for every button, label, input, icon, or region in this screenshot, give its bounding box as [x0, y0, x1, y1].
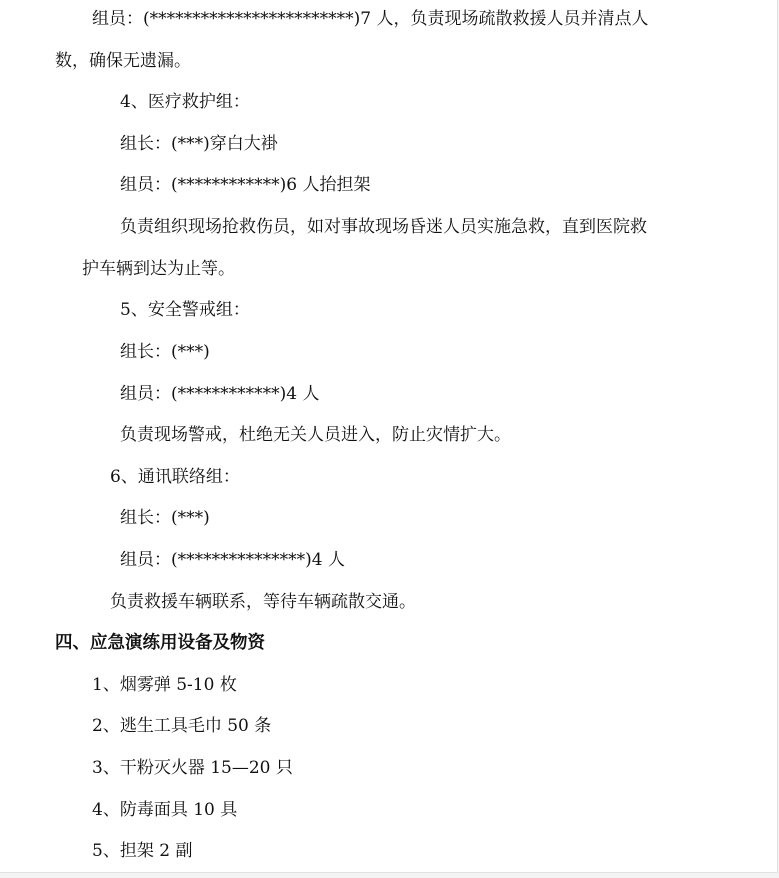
medical-group-duty: 负责组织现场抢救伤员，如对事故现场昏迷人员实施急救，直到医院救 [120, 217, 647, 237]
security-group-duty: 负责现场警戒，杜绝无关人员进入，防止灾情扩大。 [120, 425, 511, 445]
equipment-item-5: 5、担架 2 副 [92, 841, 193, 861]
security-group-members: 组员：(************)4 人 [120, 384, 320, 404]
equipment-item-1: 1、烟雾弹 5-10 枚 [92, 675, 237, 695]
rescue-group-members-line-continued: 数，确保无遗漏。 [55, 51, 191, 71]
medical-group-heading: 4、医疗救护组： [120, 92, 250, 112]
communication-group-heading: 6、通讯联络组： [110, 467, 240, 487]
communication-group-members: 组员：(***************)4 人 [120, 550, 345, 570]
equipment-item-2: 2、逃生工具毛巾 50 条 [92, 716, 272, 736]
equipment-item-3: 3、干粉灭火器 15—20 只 [92, 758, 293, 778]
medical-group-duty-continued: 护车辆到达为止等。 [82, 259, 235, 279]
equipment-item-4: 4、防毒面具 10 具 [92, 800, 238, 820]
section-four-heading: 四、应急演练用设备及物资 [55, 633, 265, 653]
communication-group-duty: 负责救援车辆联系，等待车辆疏散交通。 [110, 592, 416, 612]
security-group-leader: 组长：(***) [120, 342, 210, 362]
rescue-group-members-line: 组员：(************************)7 人，负责现场疏散救援人员并清点人 [92, 9, 649, 29]
medical-group-members: 组员：(************)6 人抬担架 [120, 175, 371, 195]
medical-group-leader: 组长：(***)穿白大褂 [120, 134, 278, 154]
security-group-heading: 5、安全警戒组： [120, 300, 250, 320]
communication-group-leader: 组长：(***) [120, 508, 210, 528]
